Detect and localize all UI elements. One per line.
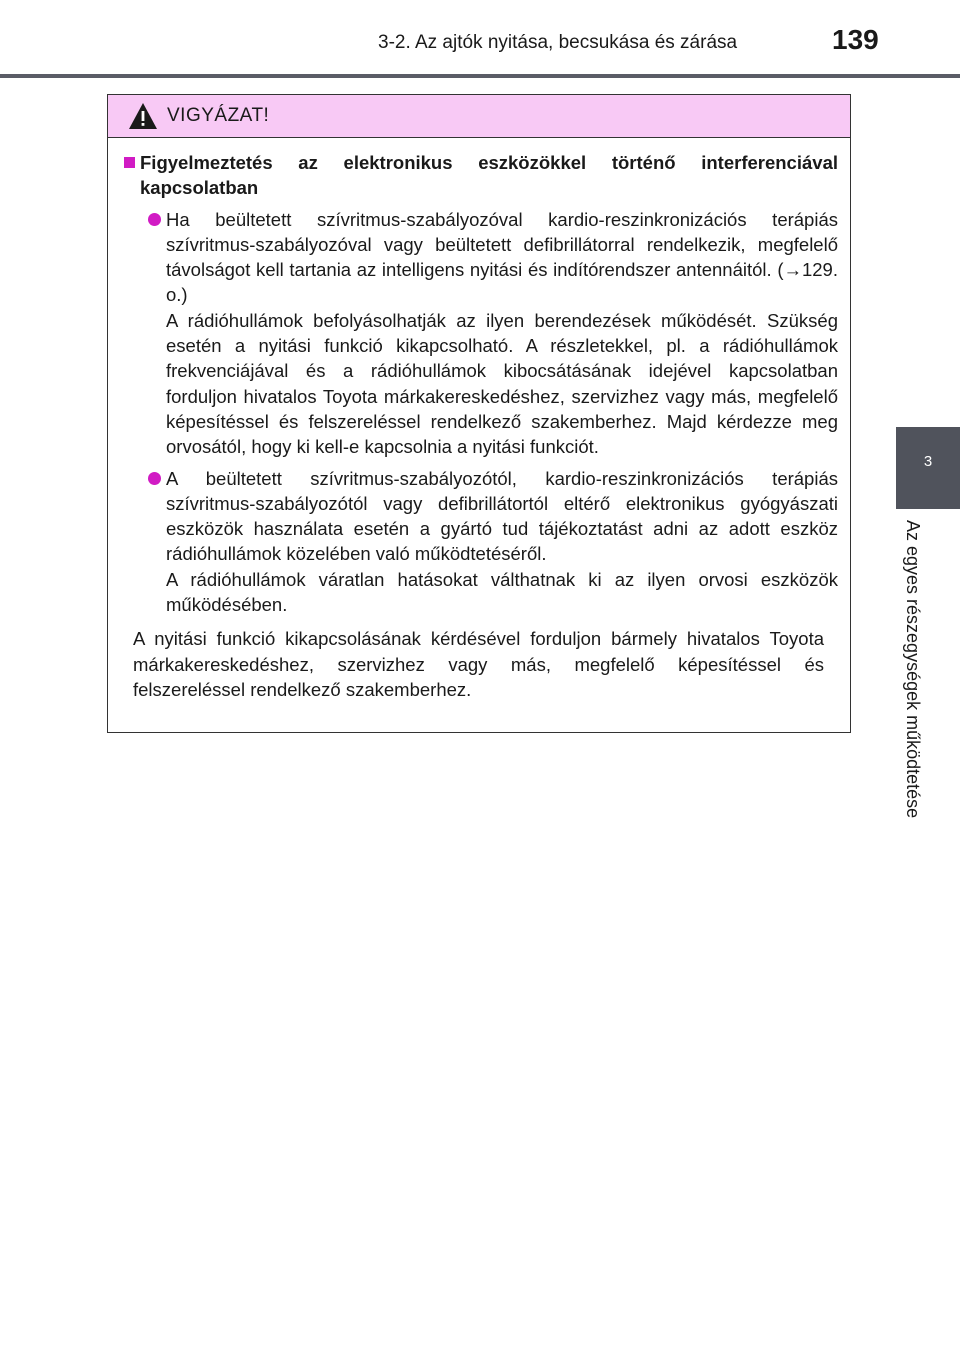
item-paragraph: A beültetett szívritmus-szabályozótól, kardio-reszinkronizációs terápiás szívritmus-szabályozótól vagy defibrillátortól eltérő elektronikus gyógyászati eszközök használata esetén a gyártó tud tájékoztatást adni az adott eszköz rádióhullámok közelében való működtetéséről. [166, 467, 838, 565]
square-bullet-icon [124, 157, 135, 168]
list-item-text [166, 207, 838, 460]
warning-header [108, 95, 850, 138]
chapter-label: Az egyes részegységek működtetése [903, 520, 923, 819]
round-bullet-icon [148, 472, 161, 485]
section-heading-text: Figyelmeztetés az elektronikus eszközökkel történő interferenciával kapcsolatban [140, 152, 838, 199]
item-paragraph: Ha beültetett szívritmus-szabályozóval kardio-reszinkronizációs terápiás szívritmus-szabályozóval vagy beültetett defibrillátorral rendelkezik, megfelelő távolságot kell tartania az intelligens nyitási és indítórendszer antennáitól. (→129. o.) [166, 208, 838, 306]
warning-title: VIGYÁZAT! [167, 105, 270, 126]
header-divider [0, 74, 960, 78]
chapter-tab [896, 427, 960, 509]
round-bullet-icon [148, 213, 161, 226]
list-item-text [166, 466, 838, 618]
chapter-number: 3 [923, 453, 933, 470]
closing-paragraph: A nyitási funkció kikapcsolásának kérdésével forduljon bármely hivatalos Toyota márkakereskedéshez, szervizhez vagy más, megfelelő képesítéssel és felszereléssel rendelkező szakemberhez. [133, 628, 824, 700]
page-number: 139 [832, 24, 879, 55]
list-item [124, 207, 838, 460]
list-item [124, 466, 838, 618]
page-header-title: 3-2. Az ajtók nyitása, becsukása és zárása [378, 32, 738, 53]
section-heading [124, 150, 838, 201]
warning-triangle-icon [128, 101, 158, 131]
warning-body [108, 138, 850, 702]
item-paragraph: A rádióhullámok váratlan hatásokat válthatnak ki az ilyen orvosi eszközök működésében. [166, 568, 838, 616]
warning-box [107, 94, 851, 733]
item-paragraph: A rádióhullámok befolyásolhatják az ilyen berendezések működését. Szükség esetén a nyitási funkció kikapcsolható. A részletekkel, pl. a rádióhullámok frekvenciájával és a rádióhullámok kibocsátásának idejével kapcsolatban forduljon hivatalos Toyota márkakereskedéshez, szervizhez vagy más, megfelelő képesítéssel és felszereléssel rendelkező szakemberhez. Majd kérdezze meg orvosától, hogy ki kell-e kapcsolnia a nyitási funkciót. [166, 309, 838, 458]
